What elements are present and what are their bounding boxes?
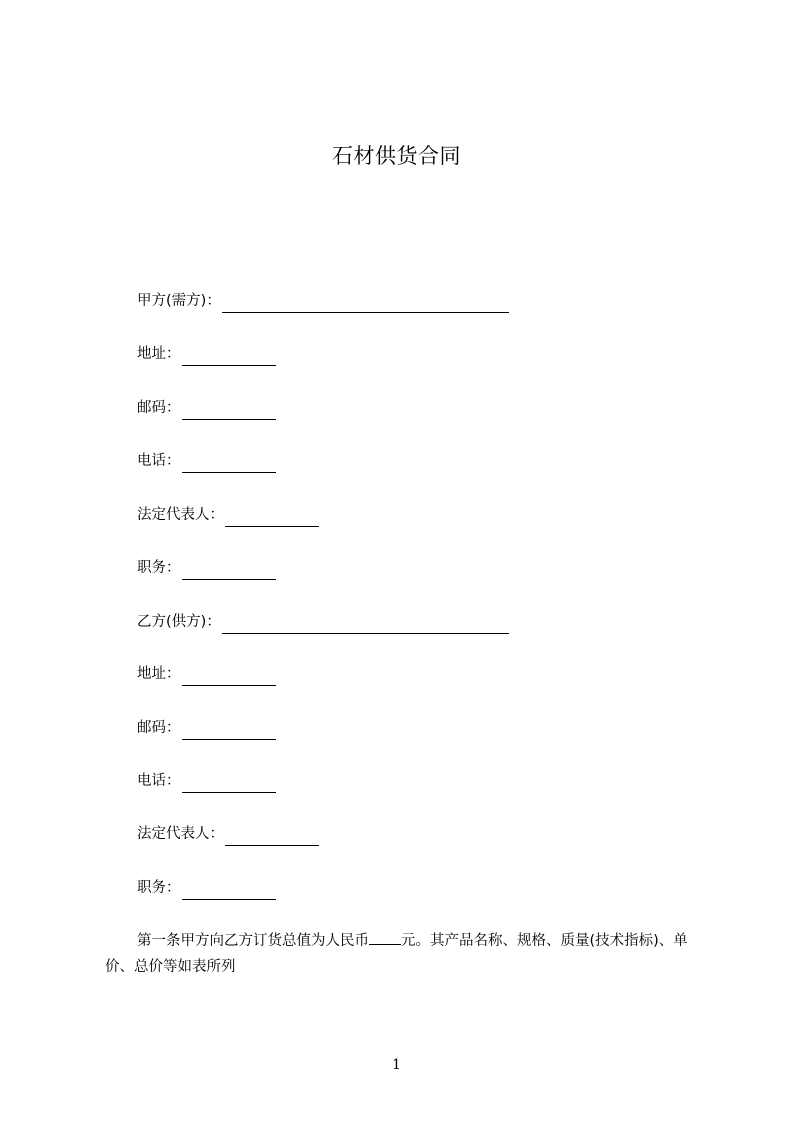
party-b-position-line <box>137 876 276 900</box>
party-a-address-label: 地址： <box>137 346 181 362</box>
party-a-address-blank[interactable] <box>182 346 276 366</box>
party-a-heading-label: 甲方(需方)： <box>137 293 221 309</box>
clause-1-text-before: 第一条甲方向乙方订货总值为人民币 <box>137 933 369 949</box>
clause-1-text-after: 元。其产品名称、规格、质量(技术指标)、单价、总价等如表所列 <box>105 933 688 975</box>
party-a-phone-line <box>137 449 276 473</box>
page-number: 1 <box>392 1057 401 1073</box>
party-b-postcode-blank[interactable] <box>182 720 276 740</box>
total-value-blank[interactable] <box>369 929 401 945</box>
party-b-phone-label: 电话： <box>137 773 181 789</box>
party-a-position-line <box>137 556 276 580</box>
party-a-legal-rep-line <box>137 503 319 527</box>
party-b-legal-rep-blank[interactable] <box>225 826 319 846</box>
party-b-address-label: 地址： <box>137 666 181 682</box>
party-a-position-label: 职务： <box>137 560 181 576</box>
party-b-postcode-line <box>137 716 276 740</box>
clause-1-paragraph <box>105 928 703 980</box>
party-b-heading-line <box>137 610 509 634</box>
party-a-postcode-label: 邮码： <box>137 400 181 416</box>
party-b-address-blank[interactable] <box>182 666 276 686</box>
party-b-phone-line <box>137 769 276 793</box>
party-a-legal-rep-label: 法定代表人： <box>137 507 224 523</box>
party-a-legal-rep-blank[interactable] <box>225 507 319 527</box>
party-a-postcode-blank[interactable] <box>182 400 276 420</box>
party-a-address-line <box>137 342 276 366</box>
party-b-legal-rep-label: 法定代表人： <box>137 826 224 842</box>
party-b-position-blank[interactable] <box>182 880 276 900</box>
party-a-phone-blank[interactable] <box>182 453 276 473</box>
party-b-legal-rep-line <box>137 822 319 846</box>
party-b-phone-blank[interactable] <box>182 773 276 793</box>
document-title: 石材供货合同 <box>332 144 461 168</box>
party-b-name-blank[interactable] <box>222 614 509 634</box>
party-a-postcode-line <box>137 396 276 420</box>
party-a-name-blank[interactable] <box>222 293 509 313</box>
party-a-heading-line <box>137 289 509 313</box>
party-a-position-blank[interactable] <box>182 560 276 580</box>
party-b-address-line <box>137 662 276 686</box>
party-b-postcode-label: 邮码： <box>137 720 181 736</box>
party-a-phone-label: 电话： <box>137 453 181 469</box>
party-b-heading-label: 乙方(供方)： <box>137 614 221 630</box>
party-b-position-label: 职务： <box>137 880 181 896</box>
